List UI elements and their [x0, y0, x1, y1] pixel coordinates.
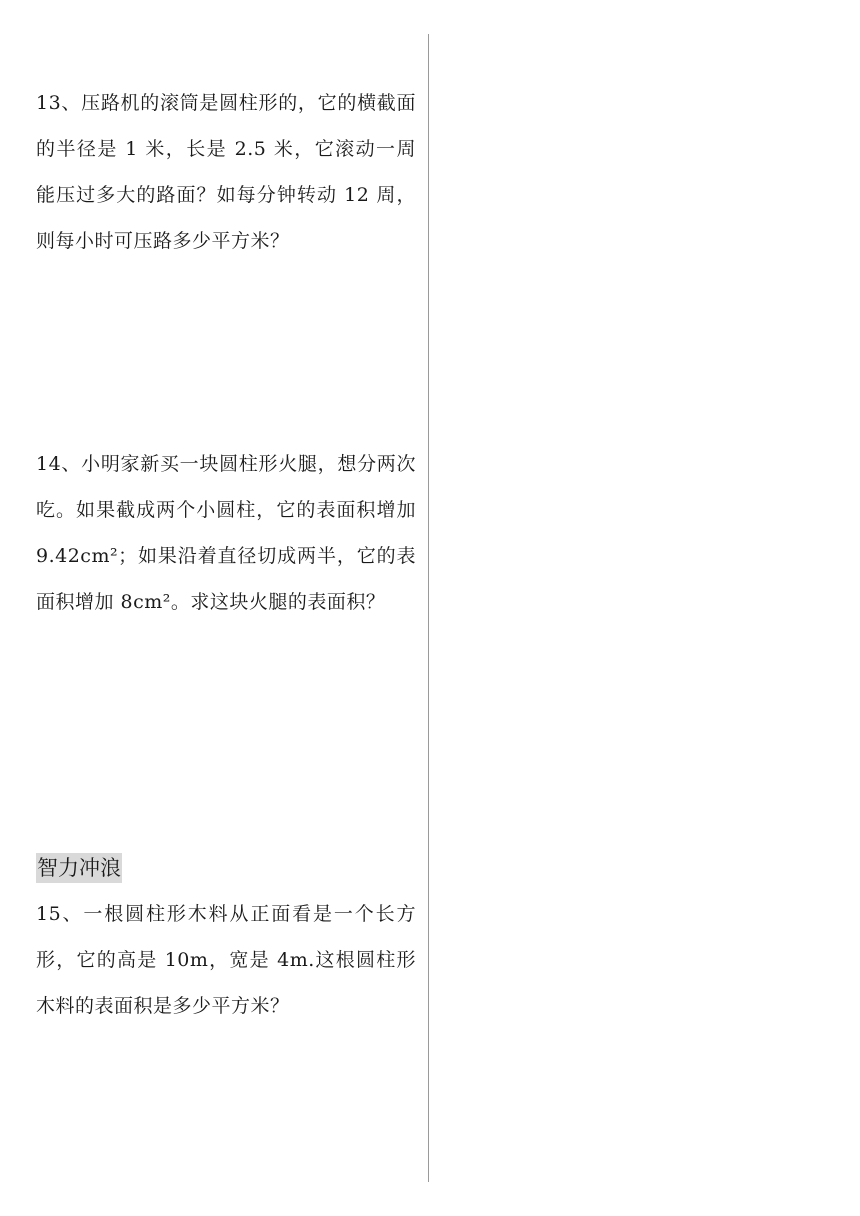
question-14 — [36, 441, 416, 625]
section-title: 智力冲浪 — [36, 853, 122, 883]
question-text: 压路机的滚筒是圆柱形的，它的横截面的半径是 1 米，长是 2.5 米，它滚动一周能压过多大的路面？如每分钟转动 12 周，则每小时可压路多少平方米？ — [36, 92, 416, 252]
question-text: 小明家新买一块圆柱形火腿，想分两次吃。如果截成两个小圆柱，它的表面积增加 9.42cm²；如果沿着直径切成两半，它的表面积增加 8cm²。求这块火腿的表面积？ — [36, 453, 416, 613]
question-number: 15、 — [36, 903, 84, 925]
question-15 — [36, 891, 416, 1029]
question-text: 一根圆柱形木料从正面看是一个长方形，它的高是 10m，宽是 4m.这根圆柱形木料的表面积是多少平方米？ — [36, 903, 416, 1017]
question-number: 14、 — [36, 453, 82, 475]
question-13 — [36, 80, 416, 264]
column-divider — [428, 34, 429, 1182]
question-number: 13、 — [36, 92, 82, 114]
